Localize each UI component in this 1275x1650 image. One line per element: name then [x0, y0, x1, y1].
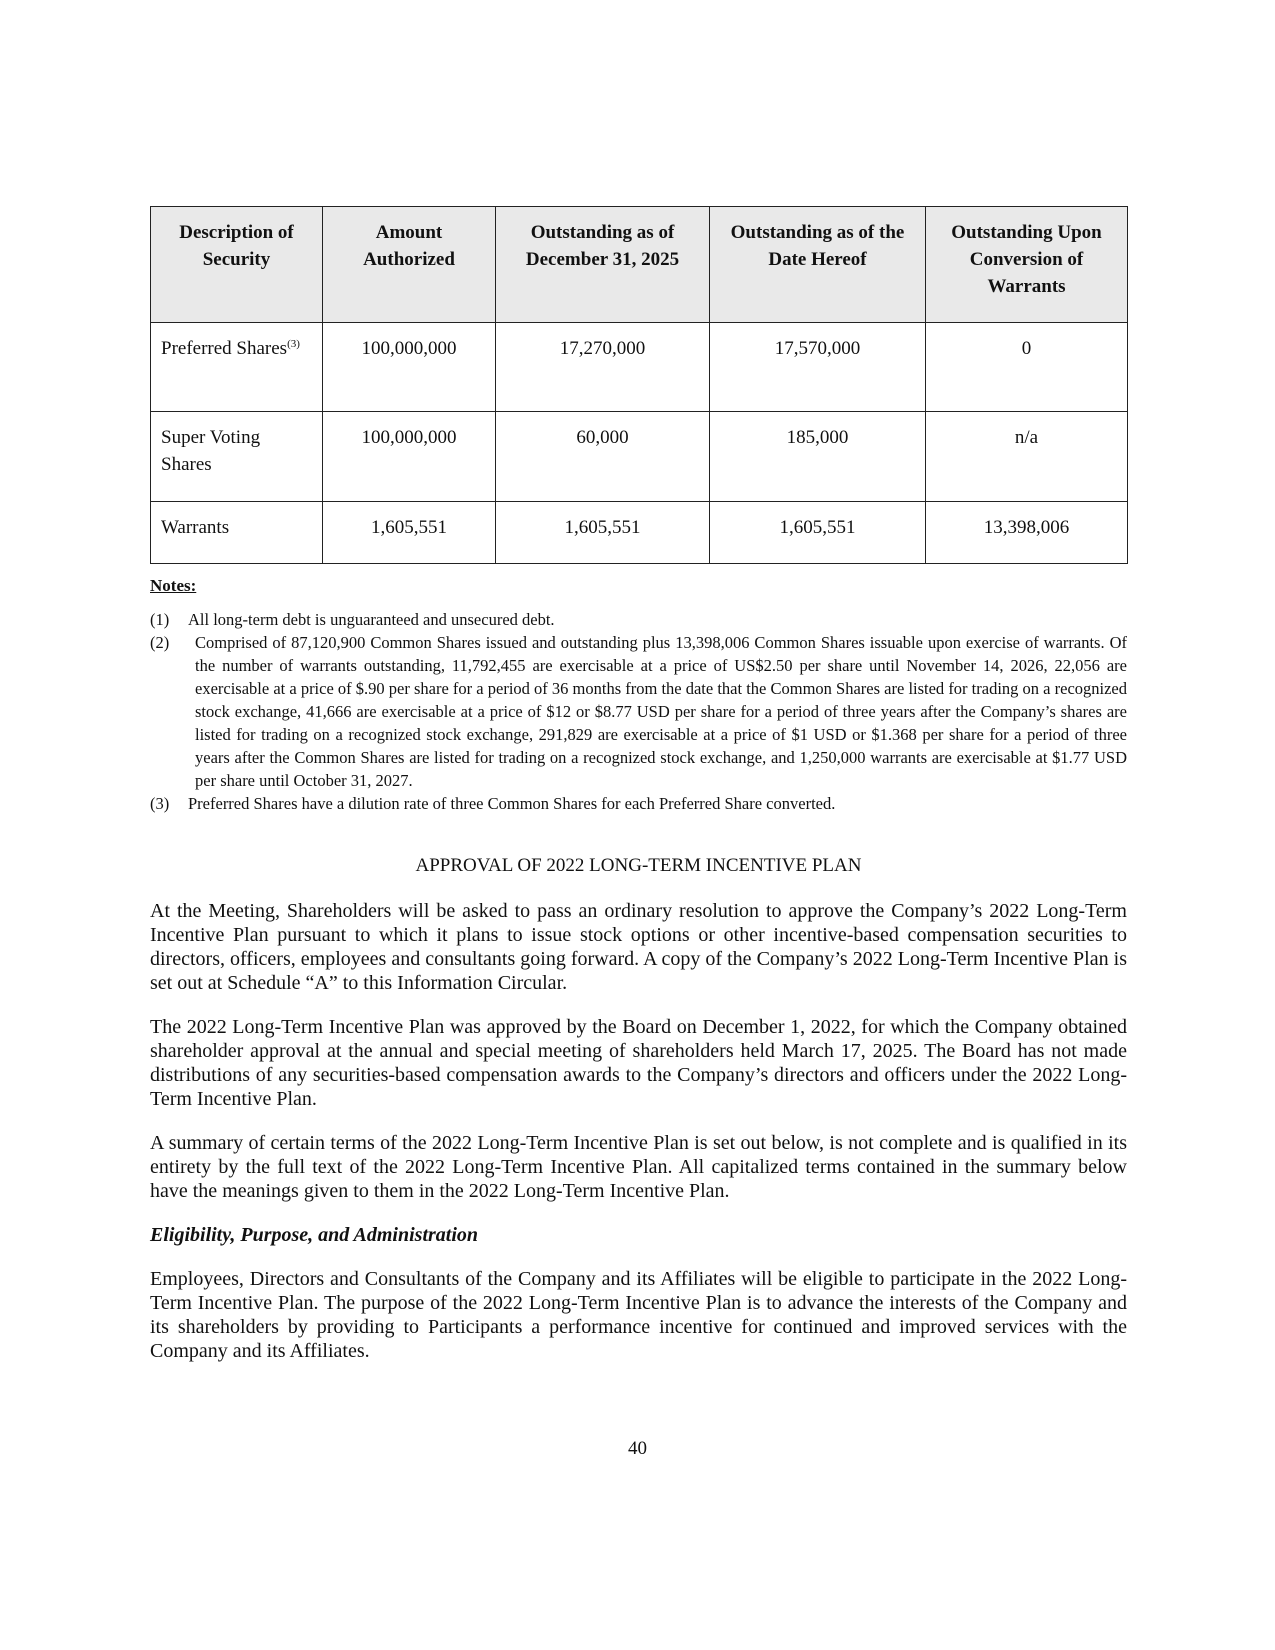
cell-outstanding-dec-2025: 17,270,000 [496, 323, 710, 412]
note-number: (2) [150, 633, 170, 652]
note-item [150, 608, 1127, 631]
footnote-ref: (3) [287, 338, 300, 350]
header-upon-conversion: Outstanding Upon Conversion of Warrants [926, 207, 1128, 323]
cell-upon-conversion: 13,398,006 [926, 502, 1128, 564]
notes-title: Notes: [150, 576, 197, 595]
page-number: 40 [628, 1438, 647, 1459]
subsection-heading: Eligibility, Purpose, and Administration [150, 1224, 479, 1246]
note-item [150, 792, 1127, 815]
cell-amount-authorized: 100,000,000 [323, 412, 496, 502]
cell-description [151, 502, 323, 564]
cell-outstanding-dec-2025: 60,000 [496, 412, 710, 502]
table-row [151, 412, 1128, 502]
note-text: All long-term debt is unguaranteed and unsecured debt. [188, 610, 555, 629]
table-row [151, 323, 1128, 412]
body-paragraph: At the Meeting, Shareholders will be asked to pass an ordinary resolution to approve the Company’s 2022 Long-Term Incentive Plan pursuant to which it plans to issue stock options or other incentive-based compensation securities to directors, officers, employees and consultants going forward. A copy of the Company’s 2022 Long-Term Incentive Plan is set out at Schedule “A” to this Information Circular. [150, 900, 1127, 994]
cell-amount-authorized: 100,000,000 [323, 323, 496, 412]
capitalization-table [150, 206, 1128, 564]
table-header-row [151, 207, 1128, 323]
header-description: Description of Security [151, 207, 323, 323]
cell-amount-authorized: 1,605,551 [323, 502, 496, 564]
cell-outstanding-date-hereof: 185,000 [710, 412, 926, 502]
note-number: (1) [150, 610, 170, 629]
note-item [150, 631, 1127, 792]
table-row [151, 502, 1128, 564]
cell-outstanding-date-hereof: 17,570,000 [710, 323, 926, 412]
body-paragraph: A summary of certain terms of the 2022 Long-Term Incentive Plan is set out below, is not complete and is qualified in its entirety by the full text of the 2022 Long-Term Incentive Plan. All capitalized terms contained in the summary below have the meanings given to them in the 2022 Long-Term Incentive Plan. [150, 1132, 1127, 1202]
cell-upon-conversion: n/a [926, 412, 1128, 502]
body-paragraph: Employees, Directors and Consultants of the Company and its Affiliates will be eligible to participate in the 2022 Long-Term Incentive Plan. The purpose of the 2022 Long-Term Incentive Plan is to advance the interests of the Company and its shareholders by providing to Participants a performance incentive for continued and improved services with the Company and its Affiliates. [150, 1268, 1127, 1362]
header-amount-authorized: Amount Authorized [323, 207, 496, 323]
security-name: Warrants [161, 517, 230, 538]
note-text: Preferred Shares have a dilution rate of three Common Shares for each Preferred Share converted. [188, 794, 836, 813]
cell-outstanding-date-hereof: 1,605,551 [710, 502, 926, 564]
cell-description [151, 323, 323, 412]
cell-upon-conversion: 0 [926, 323, 1128, 412]
security-name: Preferred Shares [161, 338, 288, 359]
cell-description [151, 412, 323, 502]
note-text: Comprised of 87,120,900 Common Shares issued and outstanding plus 13,398,006 Common Shares issuable upon exercise of warrants. Of the number of warrants outstanding, 11,792,455 are exercisable at a price of US$2.50 per share until November 14, 2026, 22,056 are exercisable at a price of $.90 per share for a period of 36 months from the date that the Common Shares are listed for trading on a recognized stock exchange, 41,666 are exercisable at a price of $12 or $8.77 USD per share for a period of three years after the Company’s shares are listed for trading on a recognized stock exchange, 291,829 are exercisable at a price of $1 USD or $1.368 per share for a period of three years after the Common Shares are listed for trading on a recognized stock exchange, and 1,250,000 warrants are exercisable at $1.77 USD per share until October 31, 2027. [195, 633, 1127, 790]
cell-outstanding-dec-2025: 1,605,551 [496, 502, 710, 564]
note-number: (3) [150, 794, 170, 813]
section-heading: APPROVAL OF 2022 LONG-TERM INCENTIVE PLAN [415, 855, 862, 876]
header-outstanding-dec-2025: Outstanding as of December 31, 2025 [496, 207, 710, 323]
notes-list [150, 608, 1127, 815]
header-outstanding-date-hereof: Outstanding as of the Date Hereof [710, 207, 926, 323]
document-page [150, 206, 1127, 1363]
body-paragraph: The 2022 Long-Term Incentive Plan was approved by the Board on December 1, 2022, for which the Company obtained shareholder approval at the annual and special meeting of shareholders held March 17, 2025. The Board has not made distributions of any securities-based compensation awards to the Company’s directors and officers under the 2022 Long-Term Incentive Plan. [150, 1016, 1127, 1110]
security-name: Super Voting Shares [161, 427, 261, 475]
